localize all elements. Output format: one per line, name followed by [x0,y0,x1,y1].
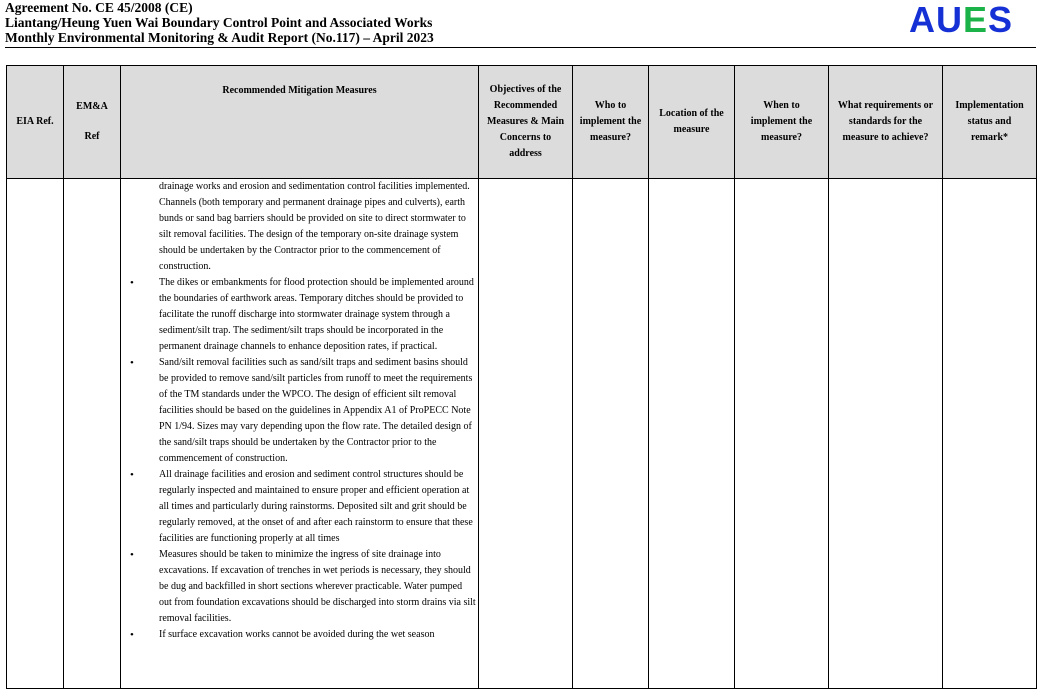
cell-requirements [829,179,943,689]
list-item: • Sand/silt removal facilities such as sand/silt traps and sediment basins should be provided to remove sand/silt particles from runoff to meet the requirements of the TM standards under the WPCO. The design of efficient silt removal facilities should be based on the guidelines in Appendix A1 of ProPECC Note PN 1/94. Sizes may vary depending upon the flow rate. The detailed design of the sand/silt traps should be undertaken by the Contractor prior to the commencement of construction. [130,357,473,464]
header-who: Who to implement the measure? [573,66,649,179]
cell-ema-ref [64,179,121,689]
project-title: Liantang/Heung Yuen Wai Boundary Control Point and Associated Works [5,15,433,30]
table-row [7,179,1037,689]
report-title: Monthly Environmental Monitoring & Audit Report (No.117) – April 2023 [5,30,434,45]
header-measures: Recommended Mitigation Measures [121,66,479,179]
bullet-icon: • [130,277,134,289]
cell-who [573,179,649,689]
header-status: Implementation status and remark* [943,66,1037,179]
bullet-icon: • [130,549,134,561]
list-item: • The dikes or embankments for flood protection should be implemented around the boundaries of earthwork areas. Temporary ditches should be provided to facilitate the runoff discharge into stormwater drainage system through a sediment/silt trap. The sediment/silt traps should be incorporated in the permanent drainage channels to enhance deposition rates, if practical. [130,277,474,352]
cell-measures [121,179,479,689]
header-ema-ref [64,66,121,179]
cell-eia-ref [7,179,64,689]
header-rule [5,47,1036,48]
cell-objectives [479,179,573,689]
agreement-number: Agreement No. CE 45/2008 (CE) [5,0,193,15]
aues-logo: AUES [908,0,1013,40]
mitigation-measures-table [6,65,1037,689]
list-item: • All drainage facilities and erosion and sediment control structures should be regularly inspected and maintained to ensure proper and efficient operation at all times and particularly during rainstorms. Deposited silt and grit should be regularly removed, at the onset of and after each rainstorm to ensure that these facilities are functioning properly at all times [130,469,473,544]
report-header [5,0,1035,48]
header-when: When to implement the measure? [735,66,829,179]
header-location: Location of the measure [649,66,735,179]
bullet-icon: • [130,357,134,369]
cell-location [649,179,735,689]
cell-status [943,179,1037,689]
bullet-icon: • [130,629,134,641]
cell-when [735,179,829,689]
bullet-icon: • [130,469,134,481]
list-item: • If surface excavation works cannot be avoided during the wet season [130,629,435,641]
header-ema-ref-line1: EM&A [76,101,108,112]
table-header-row [7,66,1037,179]
header-ema-ref-line2: Ref [84,131,100,142]
measure-intro: drainage works and erosion and sedimentation control facilities implemented. Channels (both temporary and permanent drainage pipes and culverts), earth bunds or sand bag barriers should be provided on site to direct stormwater to silt removal facilities. The design of the temporary on-site drainage system should be undertaken by the Contractor prior to the commencement of construction. [159,181,470,272]
header-eia-ref: EIA Ref. [7,66,64,179]
header-requirements: What requirements or standards for the measure to achieve? [829,66,943,179]
header-objectives: Objectives of the Recommended Measures & Main Concerns to address [479,66,573,179]
list-item: • Measures should be taken to minimize the ingress of site drainage into excavations. If excavation of trenches in wet periods is necessary, they should be dug and backfilled in short sections wherever practicable. Water pumped out from foundation excavations should be discharged into storm drains via silt removal facilities. [130,549,476,624]
